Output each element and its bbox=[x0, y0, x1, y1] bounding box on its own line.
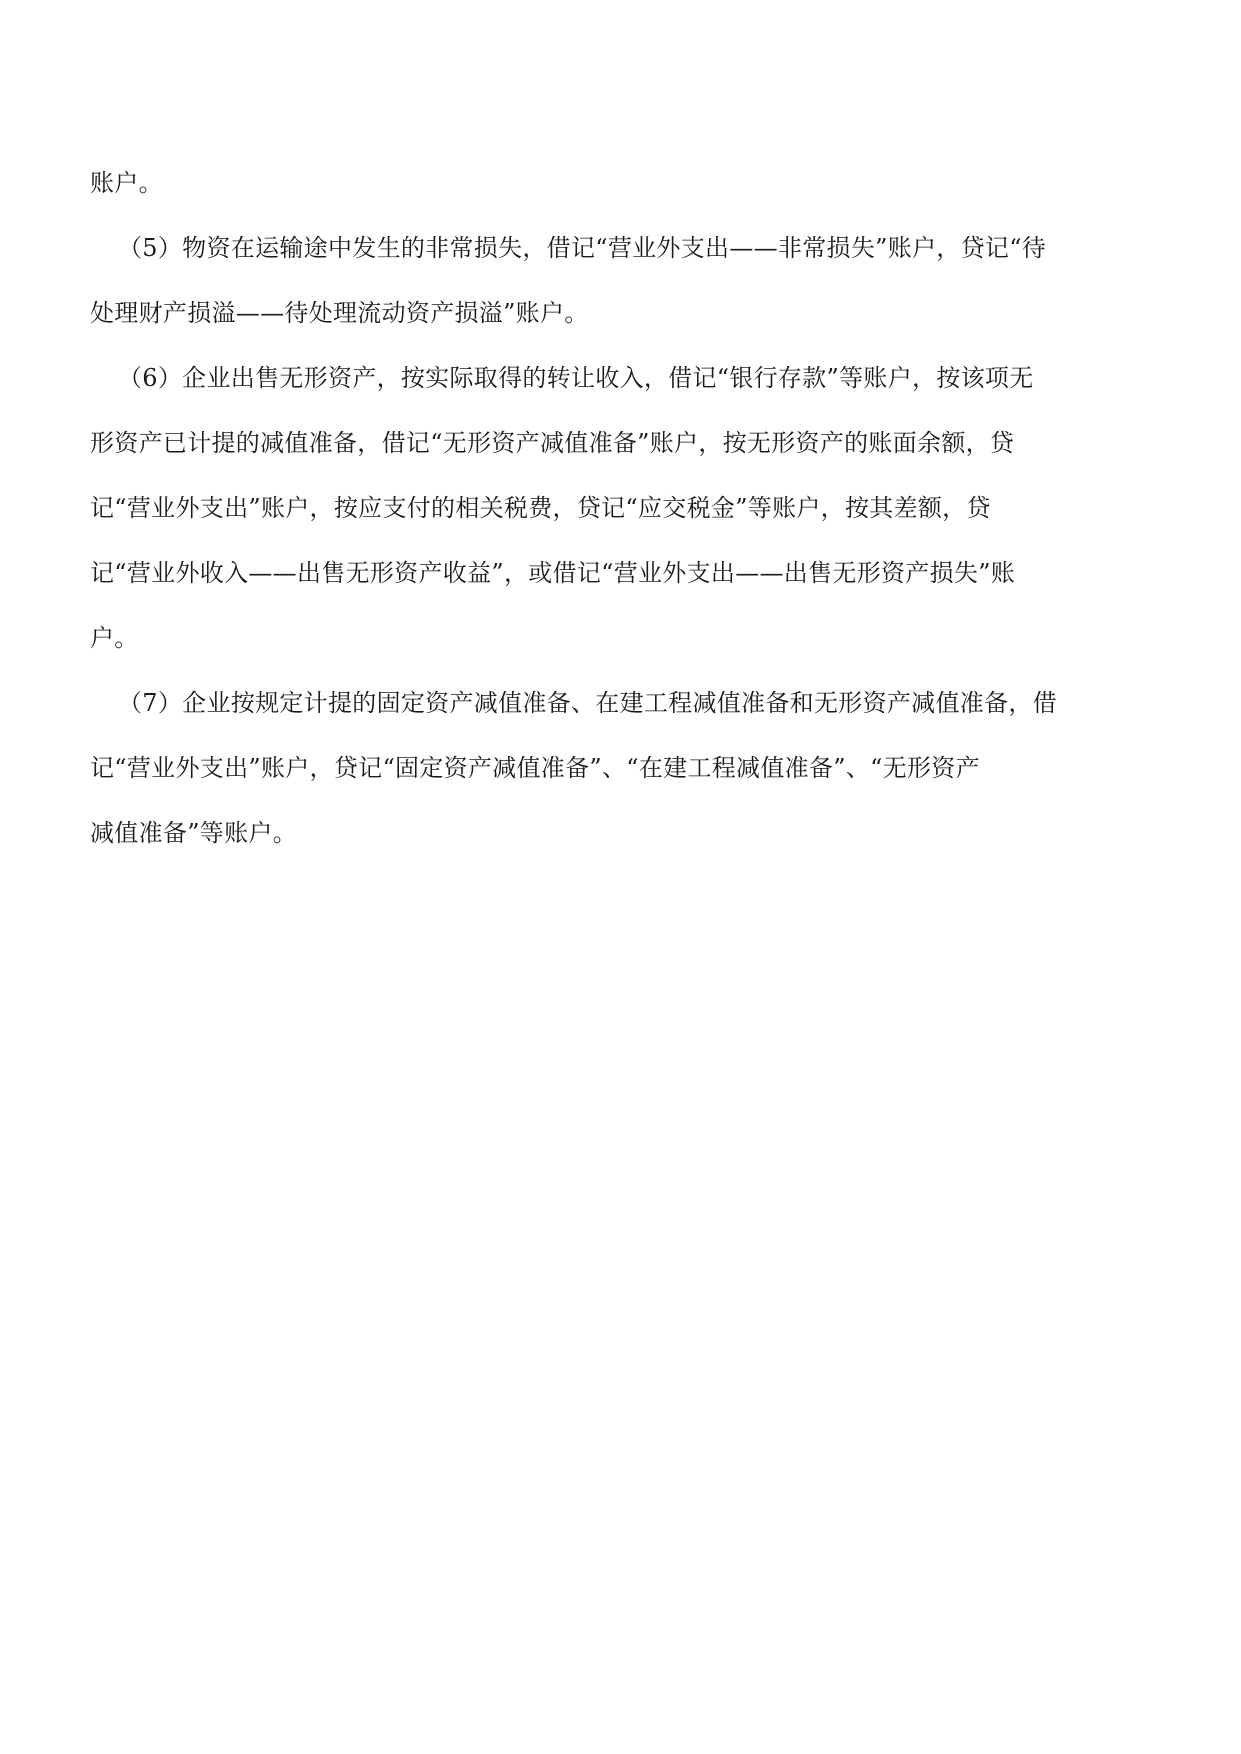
paragraph-6-line-5: 户。 bbox=[90, 624, 139, 652]
paragraph-6-line-2: 形资产已计提的减值准备，借记“无形资产减值准备”账户，按无形资产的账面余额，贷 bbox=[90, 429, 1015, 457]
paragraph-5-line-1: （5）物资在运输途中发生的非常损失，借记“营业外支出——非常损失”账户，贷记“待 bbox=[118, 234, 1047, 262]
text-line: 账户。 bbox=[90, 169, 163, 197]
paragraph-6-line-1: （6）企业出售无形资产，按实际取得的转让收入，借记“银行存款”等账户，按该项无 bbox=[118, 364, 1034, 392]
paragraph-6-line-4: 记“营业外收入——出售无形资产收益”，或借记“营业外支出——出售无形资产损失”账 bbox=[90, 559, 1016, 587]
paragraph-7-line-2: 记“营业外支出”账户，贷记“固定资产减值准备”、“在建工程减值准备”、“无形资产 bbox=[90, 754, 980, 782]
paragraph-5-line-2: 处理财产损溢——待处理流动资产损溢”账户。 bbox=[90, 299, 589, 327]
paragraph-7-line-1: （7）企业按规定计提的固定资产减值准备、在建工程减值准备和无形资产减值准备，借 bbox=[118, 689, 1057, 717]
paragraph-6-line-3: 记“营业外支出”账户，按应支付的相关税费，贷记“应交税金”等账户，按其差额，贷 bbox=[90, 494, 991, 522]
paragraph-7-line-3: 减值准备”等账户。 bbox=[90, 819, 297, 847]
